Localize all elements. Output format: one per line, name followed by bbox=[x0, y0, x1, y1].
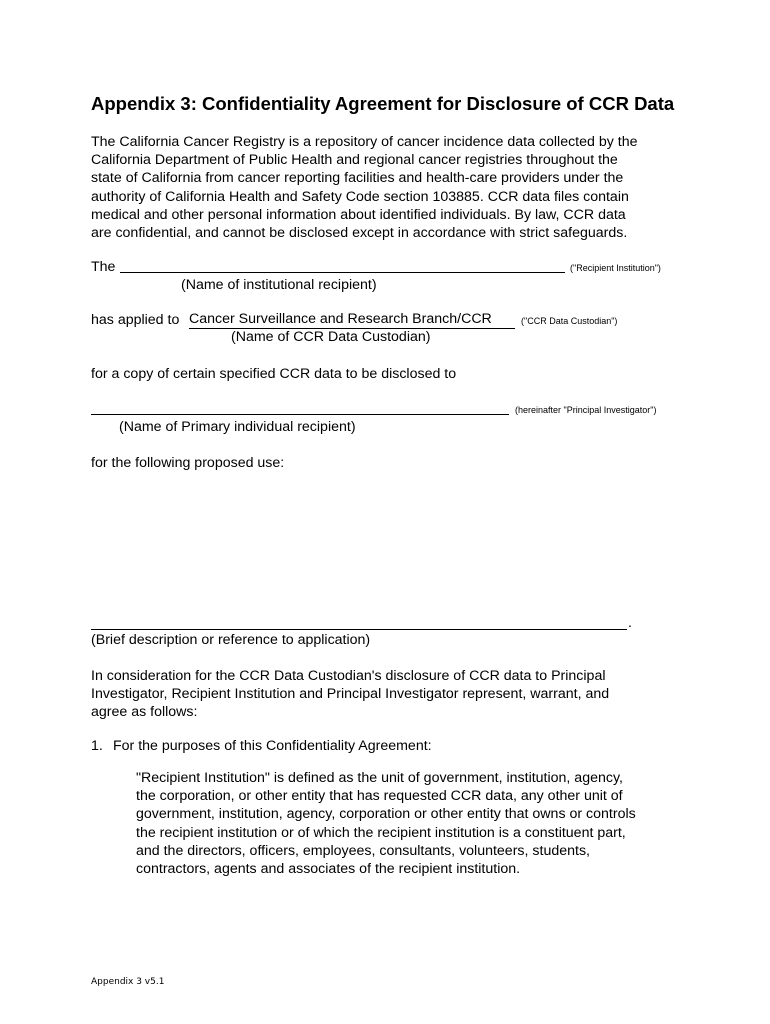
intro-line: California Department of Public Health and regional cancer registries throughout the bbox=[91, 152, 618, 169]
definition-line: government, institution, agency, corporation or other entity that owns or controls bbox=[136, 806, 636, 823]
custodian-caption: (Name of CCR Data Custodian) bbox=[231, 329, 431, 345]
item-1-number: 1. bbox=[91, 738, 103, 754]
principal-investigator-field[interactable] bbox=[91, 414, 509, 415]
document-title: Appendix 3: Confidentiality Agreement for Disclosure of CCR Data bbox=[91, 93, 675, 114]
custodian-name-field[interactable]: Cancer Surveillance and Research Branch/CCR bbox=[189, 311, 515, 329]
recipient-institution-caption: (Name of institutional recipient) bbox=[181, 277, 377, 293]
definition-line: "Recipient Institution" is defined as the unit of government, institution, agency, bbox=[136, 770, 623, 786]
custodian-tag: ("CCR Data Custodian") bbox=[521, 316, 618, 326]
recipient-lead: The bbox=[91, 259, 116, 275]
footer-version: Appendix 3 v5.1 bbox=[91, 977, 165, 987]
consideration-line: agree as follows: bbox=[91, 704, 198, 721]
recipient-institution-tag: ("Recipient Institution") bbox=[570, 263, 661, 273]
recipient-definition bbox=[136, 769, 636, 878]
intro-line: The California Cancer Registry is a repository of cancer incidence data collected by the bbox=[91, 134, 638, 150]
definition-line: the recipient institution or of which the recipient institution is a constituent part, bbox=[136, 824, 626, 841]
definition-line: contractors, agents and associates of the recipient institution. bbox=[136, 861, 521, 878]
principal-investigator-tag: (hereinafter "Principal Investigator") bbox=[515, 405, 657, 415]
intro-line: are confidential, and cannot be disclosed except in accordance with strict safeguards. bbox=[91, 225, 628, 242]
intro-paragraph bbox=[91, 133, 638, 242]
proposed-use-field[interactable] bbox=[91, 629, 627, 630]
principal-investigator-caption: (Name of Primary individual recipient) bbox=[119, 419, 356, 435]
recipient-institution-field[interactable] bbox=[120, 272, 565, 273]
definition-line: the corporation, or other entity that has requested CCR data, any other unit of bbox=[136, 788, 623, 805]
proposed-use-label: for the following proposed use: bbox=[91, 455, 285, 471]
intro-line: authority of California Health and Safety Code section 103885. CCR data files contain bbox=[91, 188, 629, 205]
intro-line: state of California from cancer reporting facilities and health-care providers under the bbox=[91, 170, 624, 187]
disclosure-line: for a copy of certain specified CCR data to be disclosed to bbox=[91, 366, 457, 382]
consideration-line: Investigator, Recipient Institution and Principal Investigator represent, warrant, and bbox=[91, 686, 610, 703]
custodian-lead: has applied to bbox=[91, 312, 180, 328]
definition-line: and the directors, officers, employees, consultants, volunteers, students, bbox=[136, 842, 590, 859]
proposed-use-end-mark: . bbox=[628, 615, 632, 631]
item-1-text: For the purposes of this Confidentiality Agreement: bbox=[113, 738, 432, 754]
proposed-use-caption: (Brief description or reference to application) bbox=[91, 632, 371, 648]
consideration-line: In consideration for the CCR Data Custodian's disclosure of CCR data to Principal bbox=[91, 668, 606, 684]
consideration-paragraph bbox=[91, 667, 609, 722]
intro-line: medical and other personal information about identified individuals. By law, CCR data bbox=[91, 206, 626, 223]
